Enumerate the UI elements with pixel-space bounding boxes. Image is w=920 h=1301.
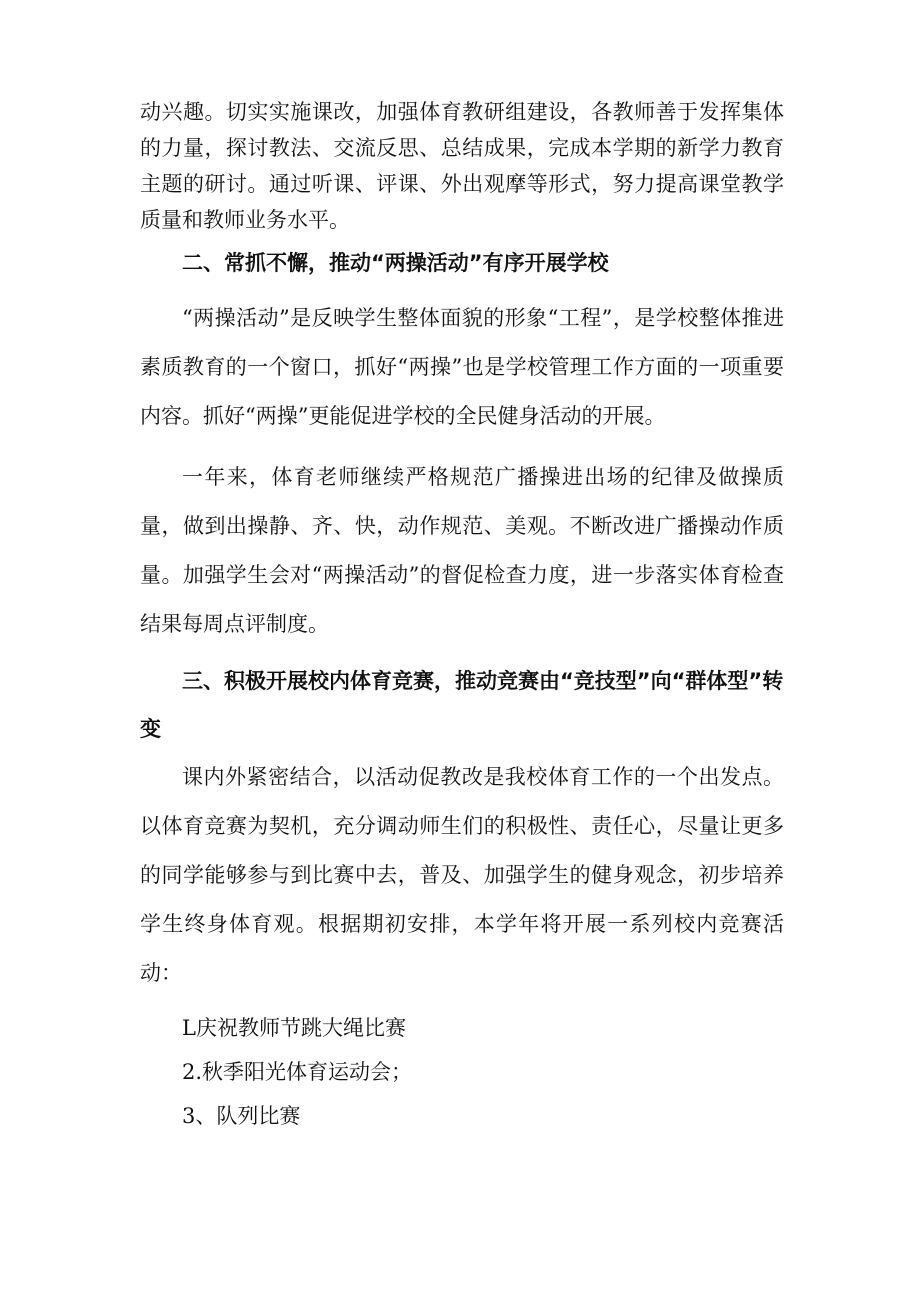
section-heading-two-exercises: 二、常抓不懈，推动“两操活动”有序开展学校 <box>182 251 609 275</box>
section-heading-competitions: 三、积极开展校内体育竞赛，推动竞赛由“竞技型”向“群体型”转变 <box>140 669 784 741</box>
paragraph-broadcast-exercise: 一年来，体育老师继续严格规范广播操进出场的纪律及做操质量，做到出操静、齐、快，动作规范、美观。不断改进广播操动作质量。加强学生会对“两操活动”的督促检查力度，进一步落实体育检查结果每周点评制度。 <box>140 465 784 636</box>
paragraph-competitions: 课内外紧密结合，以活动促教改是我校体育工作的一个出发点。以体育竞赛为契机，充分调动师生们的积极性、责任心，尽量让更多的同学能够参与到比赛中去，普及、加强学生的健身观念，初步培养学生终身体育观。根据期初安排，本学年将开展一系列校内竞赛活动： <box>140 765 784 985</box>
competition-list <box>140 1006 784 1138</box>
list-item: 2.秋季阳光体育运动会； <box>182 1060 413 1084</box>
paragraph-teaching-research: 动兴趣。切实实施课改，加强体育教研组建设，各教师善于发挥集体的力量，探讨教法、交流反思、总结成果，完成本学期的新学力教育主题的研讨。通过听课、评课、外出观摩等形式，努力提高课堂教学质量和教师业务水平。 <box>140 100 784 232</box>
document-page <box>140 94 784 1138</box>
paragraph-gap <box>140 441 784 453</box>
paragraph-two-exercises-intro: “两操活动”是反映学生整体面貌的形象“工程”，是学校整体推进素质教育的一个窗口，抓好“两操”也是学校管理工作方面的一项重要内容。抓好“两操”更能促进学校的全民健身活动的开展。 <box>140 306 784 428</box>
list-item: L庆祝教师节跳大绳比赛 <box>182 1016 406 1040</box>
list-item: 3、队列比赛 <box>182 1104 301 1128</box>
